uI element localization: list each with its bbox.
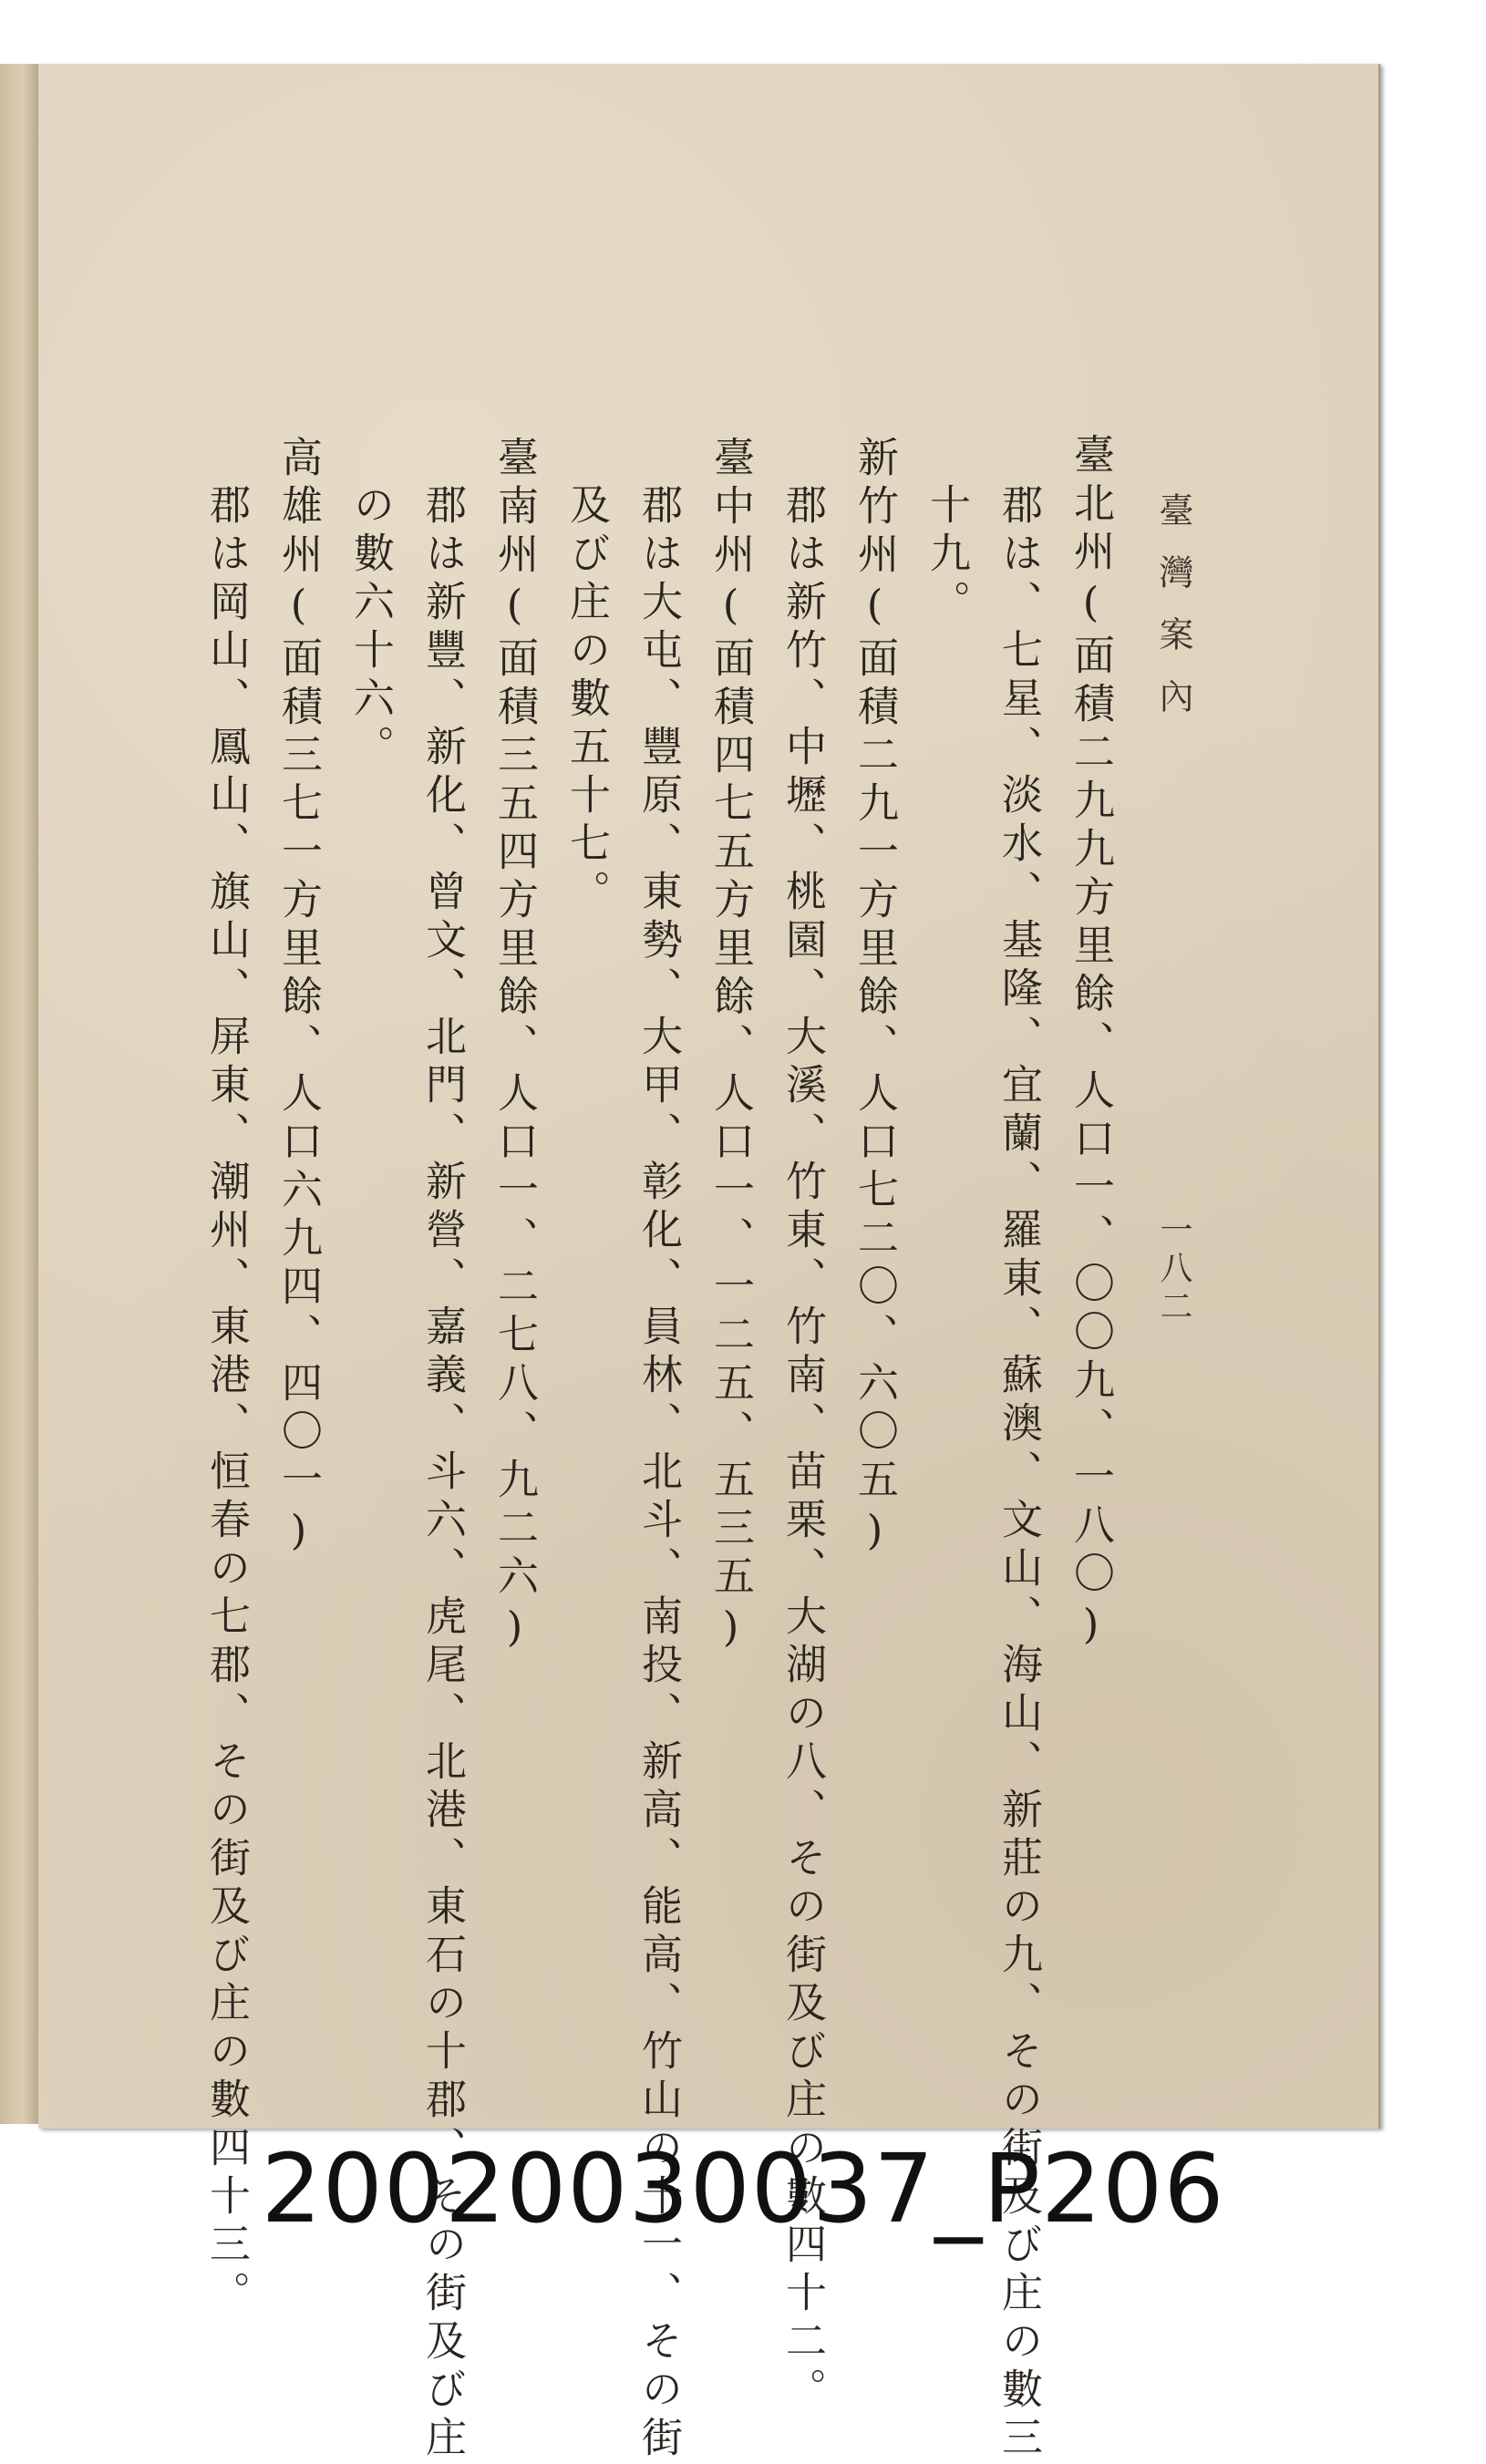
text-line-3: 十九。 <box>923 483 971 628</box>
text-line-11: の數六十六。 <box>346 483 395 773</box>
text-line-7: 郡は大屯、豐原、東勢、大甲、彰化、員林、北斗、南投、新高、能高、竹山の十一、その街 <box>635 483 683 2464</box>
text-line-2: 郡は、七星、淡水、基隆、宜蘭、羅東、蘇澳、文山、海山、新莊の九、その街及び庄の數三 <box>995 483 1043 2464</box>
left-page-edge <box>0 64 40 2124</box>
text-line-1: 臺北州(面積二九九方里餘、人口一、〇〇九、一八〇) <box>1067 433 1115 1655</box>
text-line-12: 高雄州(面積三七一方里餘、人口六九四、四〇一) <box>274 436 323 1562</box>
text-line-6: 臺中州(面積四七五方里餘、人口一、一二五、五三五) <box>707 436 755 1658</box>
text-line-13: 郡は岡山、鳳山、旗山、屏東、潮州、東港、恒春の七郡、その街及び庄の數四十三。 <box>202 483 251 2319</box>
page-number: 一八二 <box>1155 1212 1192 1327</box>
text-line-9: 臺南州(面積三五四方里餘、人口一、二七八、九二六) <box>490 436 539 1658</box>
text-line-10: 郡は新豐、新化、曾文、北門、新營、嘉義、斗六、虎尾、北港、東石の十郡、その街及び庄 <box>418 483 467 2464</box>
text-line-8: 及び庄の數五十七。 <box>562 483 611 918</box>
text-line-4: 新竹州(面積二九一方里餘、人口七二〇、六〇五) <box>851 436 899 1562</box>
image-id-caption: 20020030037_P206 <box>261 2133 1225 2244</box>
running-header-title: 臺灣案內 <box>1153 492 1193 740</box>
text-line-5: 郡は新竹、中壢、桃園、大溪、竹東、竹南、苗栗、大湖の八、その街及び庄の數四十二。 <box>779 483 827 2416</box>
